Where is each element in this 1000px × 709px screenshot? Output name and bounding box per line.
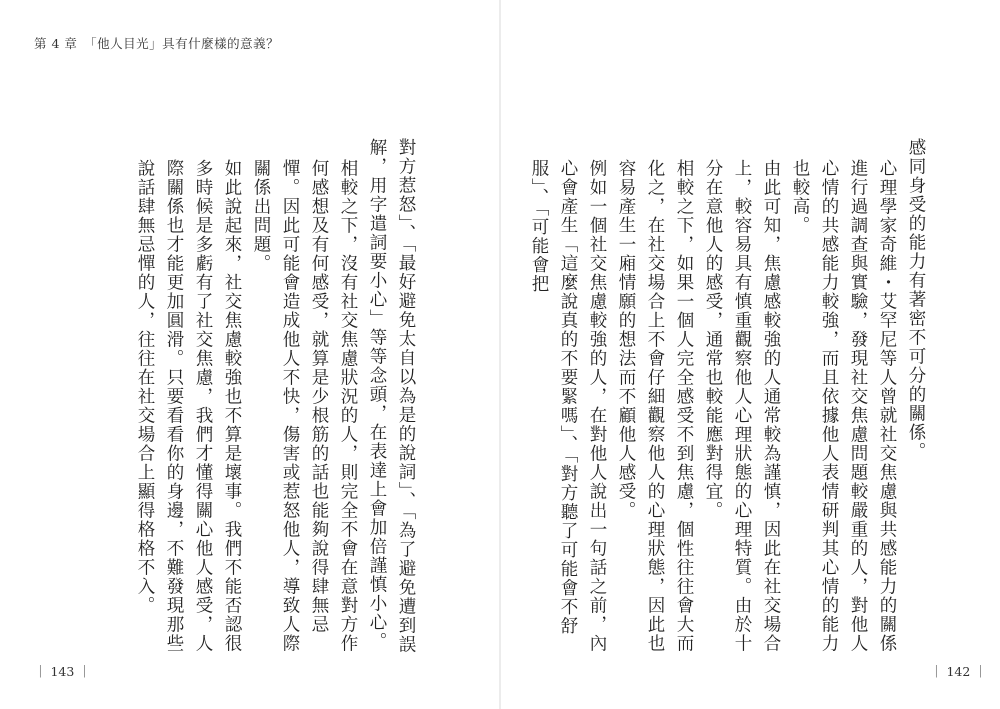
running-head: 第 4 章 「他人目光」具有什麼樣的意義？ xyxy=(34,36,280,51)
paragraph: 如此說起來，社交焦慮較強也不算是壞事。我們不能否認很多時候是多虧有了社交焦慮，我們才懂得關心他人感受，人際關係也才能更加圓滑。只要看看你的身邊，不難發現那些說話肆無忌憚的人，往往在社交場合上顯得格格不入。 xyxy=(135,159,242,653)
paragraph: 感同身受的能力有著密不可分的關係。 xyxy=(906,138,926,461)
paragraph: 例如一個社交焦慮較強的人，在對他人說出一句話之前，內心會產生「這麼說真的不要緊嗎」、「對方聽了可能會不舒服」、「可能會把 xyxy=(529,159,607,653)
page-number-right: ｜ 142 ｜ xyxy=(930,664,987,679)
page-number-left: ｜ 143 ｜ xyxy=(34,664,91,679)
page-gutter xyxy=(499,0,501,709)
right-page-text xyxy=(529,138,930,658)
paragraph: 相較之下，沒有社交焦慮狀況的人，則完全不會在意對方作何感想及有何感受，就算是少根筋的話也能夠說得肆無忌憚。因此可能會造成他人不快，傷害或惹怒他人，導致人際關係出問題。 xyxy=(251,159,358,653)
paragraph: 對方惹怒」、「最好避免太自以為是的說詞」、「為了避免遭到誤解，用字遣詞要小心」等等念頭，在表達上會加倍謹慎小心。 xyxy=(367,138,416,654)
paragraph: 心理學家奇維・艾罕尼等人曾就社交焦慮與共感能力的關係進行過調查與實驗，發現社交焦慮問題較嚴重的人，對他人心情的共感能力較強，而且依據他人表情研判其心情的能力也較高。 xyxy=(790,159,897,653)
left-page-text xyxy=(135,138,420,658)
paragraph: 由此可知，焦慮感較強的人通常較為謹慎，因此在社交場合上，較容易具有慎重觀察他人心理狀態的心理特質。由於十分在意他人的感受，通常也較能應對得宜。 xyxy=(703,159,781,653)
paragraph: 相較之下，如果一個人完全感受不到焦慮，個性往往會大而化之，在社交場合上不會仔細觀察他人的心理狀態，因此也容易產生一廂情願的想法而不顧他人感受。 xyxy=(616,159,694,653)
